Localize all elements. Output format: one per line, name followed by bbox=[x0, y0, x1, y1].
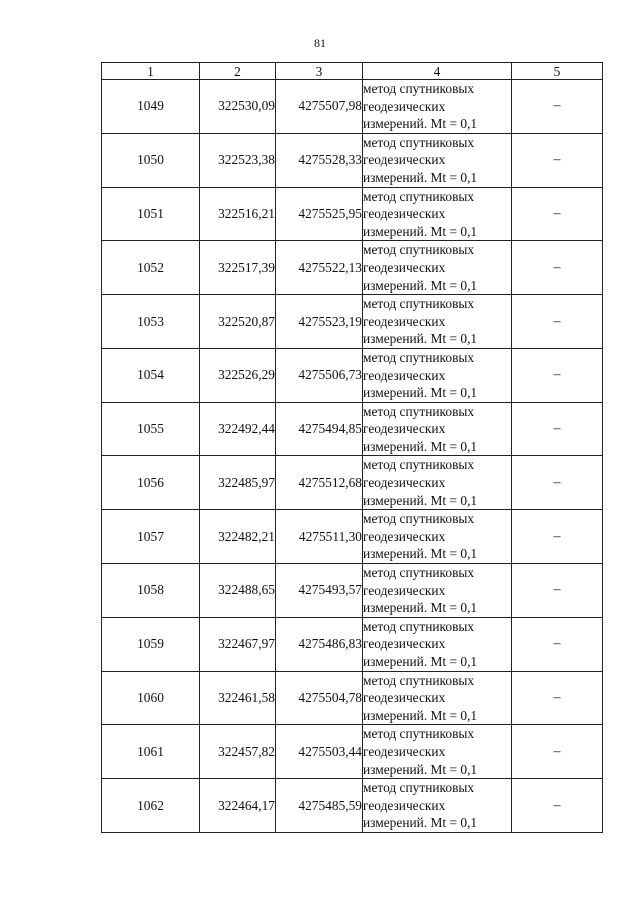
method-description-cell bbox=[363, 295, 512, 349]
y-coordinate-cell: 4275512,68 bbox=[276, 456, 363, 510]
method-line: измерений. Mt = 0,1 bbox=[363, 600, 478, 616]
point-number-cell: 1052 bbox=[102, 241, 200, 295]
table-row bbox=[102, 133, 603, 187]
table-row bbox=[102, 671, 603, 725]
method-line: метод спутниковых bbox=[363, 565, 475, 581]
method-line: измерений. Mt = 0,1 bbox=[363, 546, 478, 562]
table-row bbox=[102, 564, 603, 618]
note-cell: – bbox=[512, 779, 603, 833]
y-coordinate-cell: 4275507,98 bbox=[276, 80, 363, 134]
method-description-cell bbox=[363, 617, 512, 671]
note-cell: – bbox=[512, 617, 603, 671]
table-body bbox=[102, 80, 603, 833]
y-coordinate-cell: 4275528,33 bbox=[276, 133, 363, 187]
point-number-cell: 1058 bbox=[102, 564, 200, 618]
method-line: геодезических bbox=[363, 98, 446, 114]
note-cell: – bbox=[512, 348, 603, 402]
method-line: геодезических bbox=[363, 421, 446, 437]
note-cell: – bbox=[512, 241, 603, 295]
method-description-cell bbox=[363, 671, 512, 725]
point-number-cell: 1050 bbox=[102, 133, 200, 187]
y-coordinate-cell: 4275523,19 bbox=[276, 295, 363, 349]
x-coordinate-cell: 322457,82 bbox=[200, 725, 276, 779]
method-line: геодезических bbox=[363, 313, 446, 329]
method-line: метод спутниковых bbox=[363, 457, 475, 473]
x-coordinate-cell: 322488,65 bbox=[200, 564, 276, 618]
x-coordinate-cell: 322520,87 bbox=[200, 295, 276, 349]
note-cell: – bbox=[512, 80, 603, 134]
note-cell: – bbox=[512, 671, 603, 725]
point-number-cell: 1049 bbox=[102, 80, 200, 134]
method-line: измерений. Mt = 0,1 bbox=[363, 331, 478, 347]
x-coordinate-cell: 322464,17 bbox=[200, 779, 276, 833]
method-description-cell bbox=[363, 187, 512, 241]
table-row bbox=[102, 348, 603, 402]
point-number-cell: 1060 bbox=[102, 671, 200, 725]
x-coordinate-cell: 322530,09 bbox=[200, 80, 276, 134]
method-description-cell bbox=[363, 402, 512, 456]
method-line: измерений. Mt = 0,1 bbox=[363, 169, 478, 185]
column-header-5: 5 bbox=[512, 63, 603, 80]
method-line: метод спутниковых bbox=[363, 511, 475, 527]
note-cell: – bbox=[512, 456, 603, 510]
column-header-4: 4 bbox=[363, 63, 512, 80]
method-line: измерений. Mt = 0,1 bbox=[363, 223, 478, 239]
note-cell: – bbox=[512, 187, 603, 241]
table-row bbox=[102, 510, 603, 564]
method-line: измерений. Mt = 0,1 bbox=[363, 761, 478, 777]
method-line: метод спутниковых bbox=[363, 188, 475, 204]
table-row bbox=[102, 402, 603, 456]
table-row bbox=[102, 456, 603, 510]
note-cell: – bbox=[512, 133, 603, 187]
x-coordinate-cell: 322523,38 bbox=[200, 133, 276, 187]
column-header-3: 3 bbox=[276, 63, 363, 80]
y-coordinate-cell: 4275486,83 bbox=[276, 617, 363, 671]
point-number-cell: 1061 bbox=[102, 725, 200, 779]
note-cell: – bbox=[512, 295, 603, 349]
method-line: геодезических bbox=[363, 636, 446, 652]
note-cell: – bbox=[512, 402, 603, 456]
method-line: геодезических bbox=[363, 528, 446, 544]
note-cell: – bbox=[512, 725, 603, 779]
method-line: измерений. Mt = 0,1 bbox=[363, 815, 478, 831]
point-number-cell: 1059 bbox=[102, 617, 200, 671]
method-description-cell bbox=[363, 779, 512, 833]
point-number-cell: 1053 bbox=[102, 295, 200, 349]
method-line: метод спутниковых bbox=[363, 618, 475, 634]
x-coordinate-cell: 322517,39 bbox=[200, 241, 276, 295]
x-coordinate-cell: 322516,21 bbox=[200, 187, 276, 241]
method-line: метод спутниковых bbox=[363, 349, 475, 365]
page-number: 81 bbox=[314, 36, 326, 50]
table-row bbox=[102, 80, 603, 134]
y-coordinate-cell: 4275485,59 bbox=[276, 779, 363, 833]
method-line: метод спутниковых bbox=[363, 726, 475, 742]
y-coordinate-cell: 4275511,30 bbox=[276, 510, 363, 564]
method-description-cell bbox=[363, 564, 512, 618]
y-coordinate-cell: 4275504,78 bbox=[276, 671, 363, 725]
x-coordinate-cell: 322467,97 bbox=[200, 617, 276, 671]
method-line: геодезических bbox=[363, 475, 446, 491]
x-coordinate-cell: 322526,29 bbox=[200, 348, 276, 402]
coordinates-table bbox=[101, 62, 603, 833]
y-coordinate-cell: 4275522,13 bbox=[276, 241, 363, 295]
note-cell: – bbox=[512, 564, 603, 618]
point-number-cell: 1057 bbox=[102, 510, 200, 564]
method-line: геодезических bbox=[363, 152, 446, 168]
method-line: метод спутниковых bbox=[363, 81, 475, 96]
table-row bbox=[102, 295, 603, 349]
y-coordinate-cell: 4275503,44 bbox=[276, 725, 363, 779]
method-line: геодезических bbox=[363, 743, 446, 759]
y-coordinate-cell: 4275494,85 bbox=[276, 402, 363, 456]
method-description-cell bbox=[363, 348, 512, 402]
point-number-cell: 1051 bbox=[102, 187, 200, 241]
method-line: геодезических bbox=[363, 206, 446, 222]
method-line: измерений. Mt = 0,1 bbox=[363, 654, 478, 669]
method-description-cell bbox=[363, 456, 512, 510]
method-description-cell bbox=[363, 241, 512, 295]
x-coordinate-cell: 322485,97 bbox=[200, 456, 276, 510]
table-row bbox=[102, 187, 603, 241]
point-number-cell: 1056 bbox=[102, 456, 200, 510]
method-description-cell bbox=[363, 133, 512, 187]
x-coordinate-cell: 322492,44 bbox=[200, 402, 276, 456]
table-row bbox=[102, 241, 603, 295]
y-coordinate-cell: 4275506,73 bbox=[276, 348, 363, 402]
method-line: геодезических bbox=[363, 582, 446, 598]
table-row bbox=[102, 617, 603, 671]
method-line: геодезических bbox=[363, 690, 446, 706]
y-coordinate-cell: 4275493,57 bbox=[276, 564, 363, 618]
method-line: измерений. Mt = 0,1 bbox=[363, 116, 478, 132]
method-line: измерений. Mt = 0,1 bbox=[363, 492, 478, 508]
method-description-cell bbox=[363, 510, 512, 564]
method-line: метод спутниковых bbox=[363, 296, 475, 312]
note-cell: – bbox=[512, 510, 603, 564]
point-number-cell: 1055 bbox=[102, 402, 200, 456]
point-number-cell: 1062 bbox=[102, 779, 200, 833]
method-line: метод спутниковых bbox=[363, 134, 475, 150]
method-description-cell bbox=[363, 80, 512, 134]
method-line: измерений. Mt = 0,1 bbox=[363, 277, 478, 293]
y-coordinate-cell: 4275525,95 bbox=[276, 187, 363, 241]
method-line: метод спутниковых bbox=[363, 403, 475, 419]
x-coordinate-cell: 322461,58 bbox=[200, 671, 276, 725]
point-number-cell: 1054 bbox=[102, 348, 200, 402]
method-line: измерений. Mt = 0,1 bbox=[363, 707, 478, 723]
table-row bbox=[102, 779, 603, 833]
table-header-row bbox=[102, 63, 603, 80]
method-description-cell bbox=[363, 725, 512, 779]
method-line: метод спутниковых bbox=[363, 672, 475, 688]
method-line: геодезических bbox=[363, 797, 446, 813]
method-line: геодезических bbox=[363, 259, 446, 275]
method-line: геодезических bbox=[363, 367, 446, 383]
column-header-2: 2 bbox=[200, 63, 276, 80]
method-line: метод спутниковых bbox=[363, 242, 475, 258]
method-line: измерений. Mt = 0,1 bbox=[363, 438, 478, 454]
table-row bbox=[102, 725, 603, 779]
x-coordinate-cell: 322482,21 bbox=[200, 510, 276, 564]
method-line: метод спутниковых bbox=[363, 780, 475, 796]
method-line: измерений. Mt = 0,1 bbox=[363, 385, 478, 401]
column-header-1: 1 bbox=[102, 63, 200, 80]
